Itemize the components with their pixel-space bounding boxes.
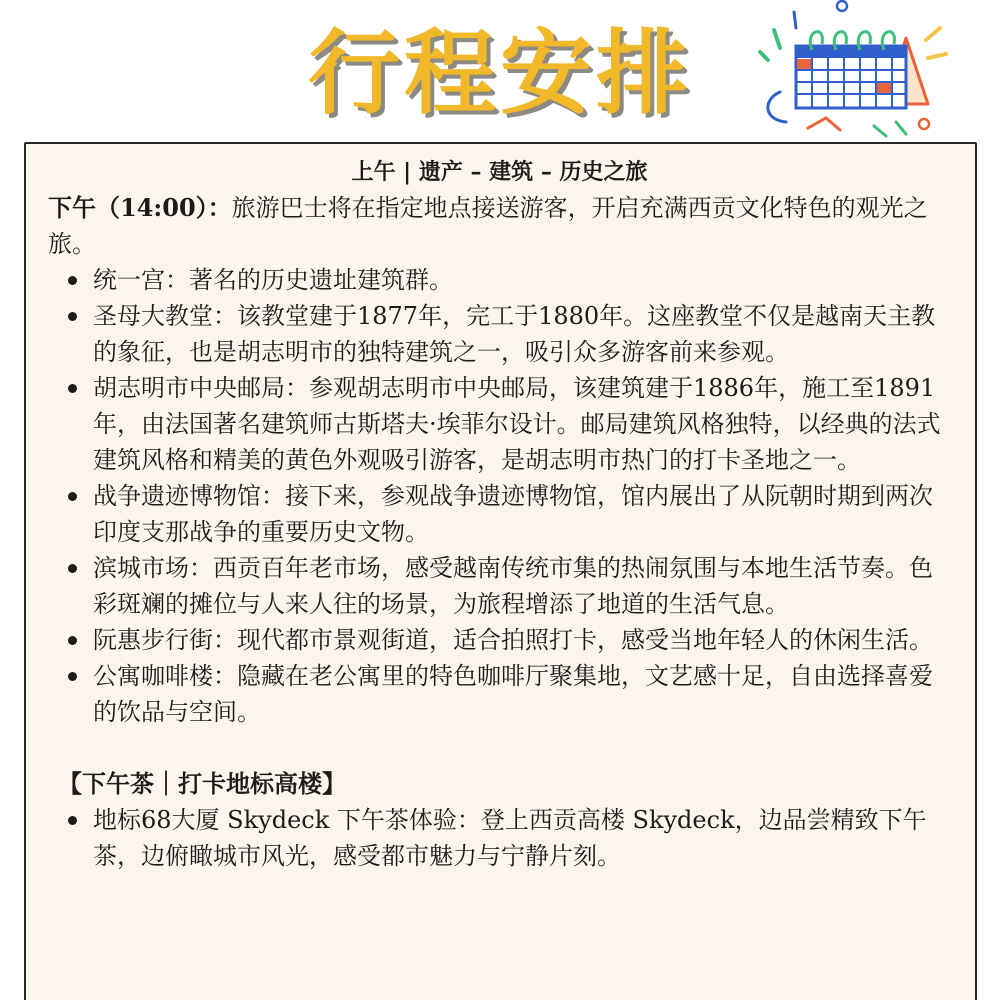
list-item-text: 滨城市场：西贡百年老市场，感受越南传统市集的热闹氛围与本地生活节奏。色彩斑斓的摊位与人来人往的场景，为旅程增添了地道的生活气息。: [93, 554, 933, 618]
bullet-icon: [68, 312, 77, 321]
list-item-text: 地标68大厦 Skydeck 下午茶体验：登上西贡高楼 Skydeck，边品尝精致下午茶，边俯瞰城市风光，感受都市魅力与宁静片刻。: [93, 806, 927, 870]
list-item: [48, 478, 951, 550]
list-item-text: 战争遗迹博物馆：接下来，参观战争遗迹博物馆，馆内展出了从阮朝时期到两次印度支那战争的重要历史文物。: [93, 482, 933, 546]
intro-text: 旅游巴士将在指定地点接送游客，开启充满西贡文化特色的观光之旅。: [48, 194, 928, 258]
list-item: [48, 262, 951, 298]
calendar-icon: [756, 0, 956, 140]
list-item: [48, 550, 951, 622]
list-item: [48, 298, 951, 370]
bullet-icon: [68, 276, 77, 285]
list-item: [48, 802, 951, 874]
section-spacer: [48, 730, 951, 766]
afternoon-tea-list: [48, 802, 951, 874]
intro-paragraph: [48, 190, 951, 262]
afternoon-tea-heading: 【下午茶｜打卡地标高楼】: [58, 769, 346, 798]
intro-lead: 下午（14:00）：: [48, 193, 232, 222]
list-item-text: 圣母大教堂：该教堂建于1877年，完工于1880年。这座教堂不仅是越南天主教的象征，也是胡志明市的独特建筑之一，吸引众多游客前来参观。: [93, 302, 936, 366]
bullet-icon: [68, 564, 77, 573]
section-heading: 上午 | 遗产 – 建筑 – 历史之旅: [351, 159, 648, 185]
bullet-icon: [68, 672, 77, 681]
list-item: [48, 370, 951, 478]
bullet-icon: [68, 636, 77, 645]
list-item: [48, 622, 951, 658]
bullet-icon: [68, 816, 77, 825]
list-item: [48, 658, 951, 730]
bullet-icon: [68, 492, 77, 501]
itinerary-card: [24, 142, 977, 1000]
list-item-text: 阮惠步行街：现代都市景观街道，适合拍照打卡，感受当地年轻人的休闲生活。: [93, 626, 933, 654]
attraction-list: [48, 262, 951, 730]
list-item-text: 公寓咖啡楼：隐藏在老公寓里的特色咖啡厅聚集地，文艺感十足，自由选择喜爱的饮品与空间。: [93, 662, 933, 726]
bullet-icon: [68, 384, 77, 393]
page-title: 行程安排: [307, 20, 692, 127]
list-item-text: 胡志明市中央邮局：参观胡志明市中央邮局，该建筑建于1886年，施工至1891年，由法国著名建筑师古斯塔夫·埃菲尔设计。邮局建筑风格独特，以经典的法式建筑风格和精美的黄色外观吸引游客，是胡志明市热门的打卡圣地之一。: [93, 374, 941, 474]
list-item-text: 统一宫：著名的历史遗址建筑群。: [93, 266, 453, 294]
